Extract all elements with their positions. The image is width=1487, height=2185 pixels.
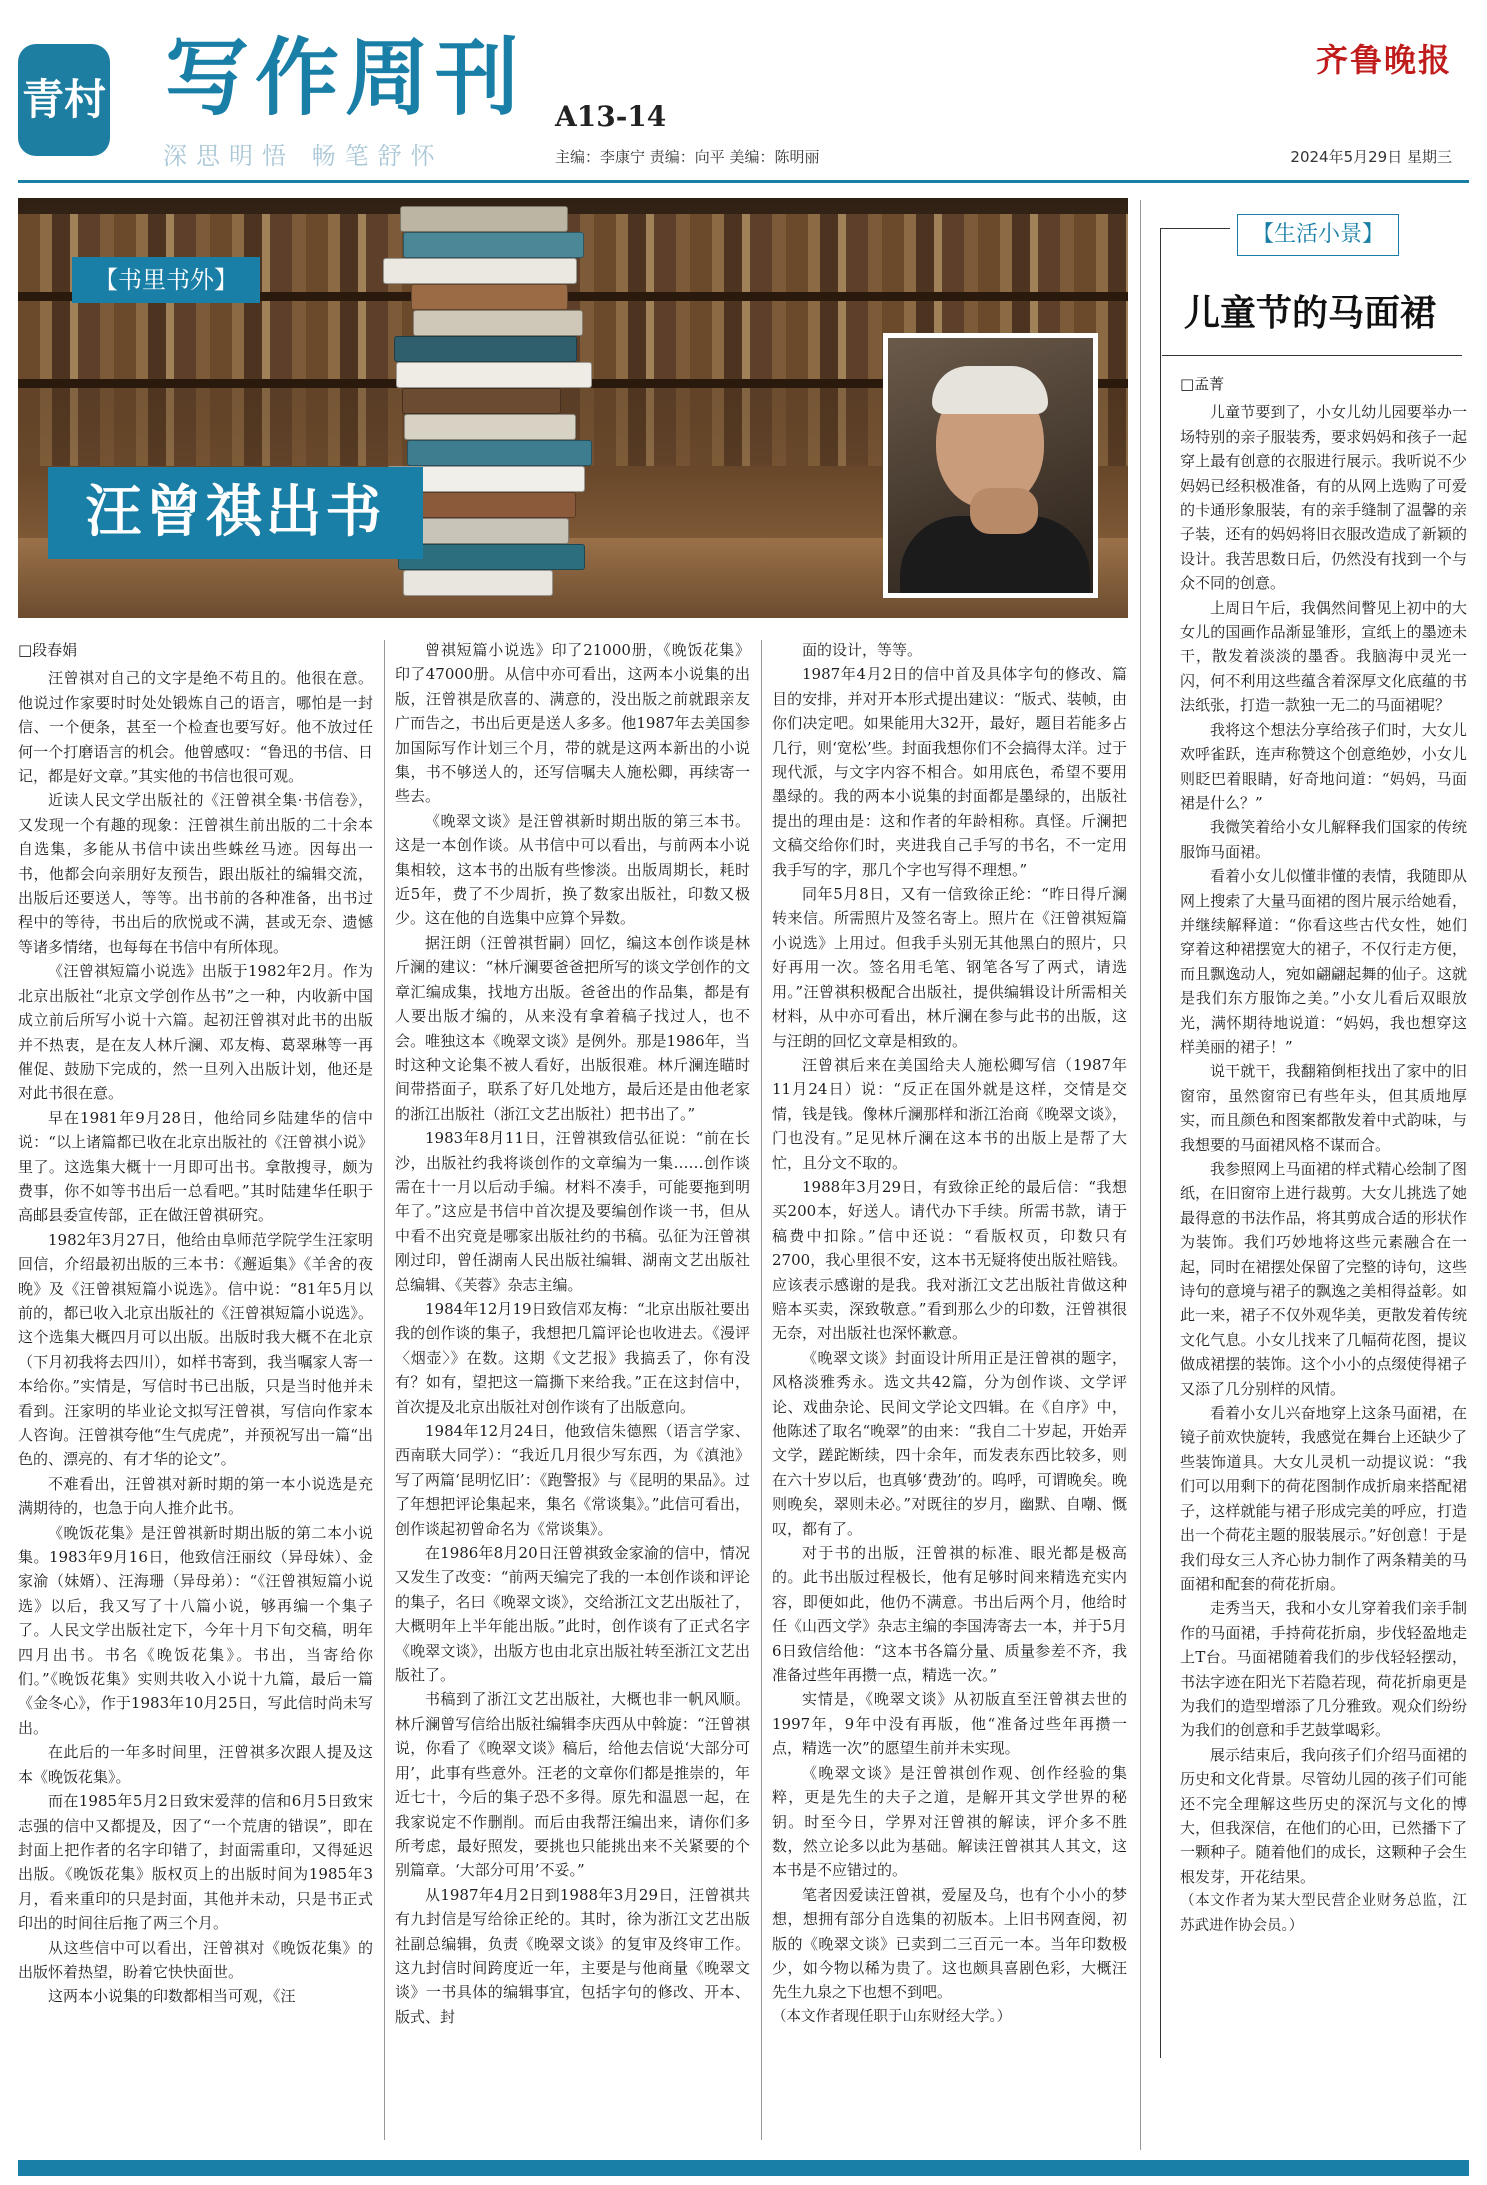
sidebar-rule <box>1140 200 1141 2150</box>
sidebar-column-tag: 【生活小景】 <box>1237 214 1399 256</box>
paragraph: 汪曾祺对自己的文字是绝不苟且的。他很在意。他说过作家要时时处处锻炼自己的语言，哪怕是一封信、一个便条，甚至一个检查也要写好。他不放过任何一个打磨语言的机会。他曾感叹：“鲁迅的书信、日记，都是好文章。”其实他的书信也很可观。 <box>18 669 373 786</box>
paragraph: 我参照网上马面裙的样式精心绘制了图纸，在旧窗帘上进行裁剪。大女儿挑选了她最得意的书法作品，将其剪成合适的形状作为装饰。我们巧妙地将这些元素融合在一起，同时在裙摆处保留了完整的诗句，这些诗句的意境与裙子的飘逸之美相得益彰。如此一来，裙子不仅外观华美，更散发着传统文化气息。小女儿找来了几幅荷花图，提议做成裙摆的装饰。这个小小的点缀使得裙子又添了几分别样的风情。 <box>1180 1160 1467 1398</box>
paragraph: 展示结束后，我向孩子们介绍马面裙的历史和文化背景。尽管幼儿园的孩子们可能还不完全理解这些历史的深沉与文化的博大，但我深信，在他们的心田，已然播下了一颗种子。随着他们的成长，这颗种子会生根发芽，开花结果。 <box>1180 1745 1467 1886</box>
paragraph: 近读人民文学出版社的《汪曾祺全集·书信卷》，又发现一个有趣的现象：汪曾祺生前出版的二十余本自选集，多能从书信中读出些蛛丝马迹。因每出一书，他都会向亲朋好友预告，跟出版社的编辑交流，出版后还要送人，等等。出书前的各种准备，出书过程中的等待，书出后的欣悦或不满，甚或无奈、遗憾等诸多情绪，也每每在书信中有所体现。 <box>18 791 373 956</box>
book-icon <box>394 336 577 362</box>
paragraph: 1984年12月19日致信邓友梅：“北京出版社要出我的创作谈的集子，我想把几篇评论也收进去。《漫评〈烟壶〉》在数。这期《文艺报》我搞丢了，你有没有？如有，望把这一篇撕下来给我。”正在这封信中，首次提及北京出版社对创作谈有了出版意向。 <box>395 1299 750 1416</box>
paragraph: 1982年3月27日，他给由阜师范学院学生汪家明回信，介绍最初出版的三本书：《邂逅集》《羊舍的夜晚》及《汪曾祺短篇小说选》。信中说：“81年5月以前的，都已收入北京出版社的《汪曾祺短篇小说选》。这个选集大概四月可以出版。出版时我大概不在北京（下月初我将去四川），如样书寄到，我当嘱家人寄一本给你。”实情是，写信时书已出版，只是当时他并未看到。汪家明的毕业论文拟写汪曾祺，写信向作家本人咨询。汪曾祺夸他“生气虎虎”，并预祝写出一篇“出色的、漂亮的、有才华的论文”。 <box>18 1230 373 1469</box>
paragraph: 《晚翠文谈》封面设计所用正是汪曾祺的题字，风格淡雅秀永。选文共42篇，分为创作谈、文学评论、戏曲杂论、民间文学论文四辑。在《自序》中，他陈述了取名“晚翠”的由来：“我自二十岁起，开始弄文学，蹉跎断续，四十余年，而发表东西比较多，则在六十岁以后，也真够‘费劲’的。呜呼，可谓晚矣。晚则晚矣，翠则未必。”对既往的岁月，幽默、自嘲、慨叹，都有了。 <box>772 1348 1127 1538</box>
book-icon <box>398 544 585 570</box>
book-icon <box>415 492 576 518</box>
paragraph: 在1986年8月20日汪曾祺致金家渝的信中，情况又发生了改变：“前两天编完了我的一本创作谈和评论的集子，名曰《晚翠文谈》，交给浙江文艺出版社了，大概明年上半年能出版。”此时，创作谈有了正式名字《晚翠文谈》，出版方也由北京出版社转至浙江文艺出版社了。 <box>395 1544 750 1685</box>
paragraph: 汪曾祺后来在美国给夫人施松卿写信（1987年11月24日）说：“反正在国外就是这样，交情是交情，钱是钱。像林斤澜那样和浙江治商《晚翠文谈》，门也没有。”足见林斤澜在这本书的出版上是帮了大忙，且分文不取的。 <box>772 1055 1127 1172</box>
sidebar-frame-line <box>1160 228 1161 2058</box>
issue-date: 2024年5月29日 星期三 <box>1290 148 1452 166</box>
sidebar-article <box>1180 372 1467 2147</box>
paragraph: 从这些信中可以看出，汪曾祺对《晚饭花集》的出版怀着热望，盼着它快快面世。 <box>18 1938 373 1981</box>
paragraph: 1988年3月29日，有致徐正纶的最后信：“我想买200本，好送人。请代办下手续。所需书款，请于稿费中扣除。”信中还说：“看版权页，印数只有2700，我心里很不安，这本书无疑将使出版社赔钱。应该表示感谢的是我。我对浙江文艺出版社肯做这种赔本买卖，深致敬意。”看到那么少的印数，汪曾祺很无奈，对出版社也深怀歉意。 <box>772 1177 1127 1343</box>
paragraph: 在此后的一年多时间里，汪曾祺多次跟人提及这本《晚饭花集》。 <box>18 1743 373 1786</box>
sidebar-author-note: （本文作者为某大型民营企业财务总监，江苏武进作协会员。） <box>1180 1893 1467 1934</box>
paragraph: 看着小女儿似懂非懂的表情，我随即从网上搜索了大量马面裙的图片展示给她看，并继续解释道：“你看这些古代女性，她们穿着这种裙摆宽大的裙子，不仅行走方便，而且飘逸动人，宛如翩翩起舞的仙子。这就是我们东方服饰之美。”小女儿看后双眼放光，满怀期待地说道：“妈妈，我也想穿这样美丽的裙子！” <box>1180 867 1467 1056</box>
supplement-title: 写作周刊 <box>165 29 526 127</box>
author-note: （本文作者现任职于山东财经大学。） <box>772 2008 1012 2025</box>
paragraph: 我将这个想法分享给孩子们时，大女儿欢呼雀跃，连声称赞这个创意绝妙，小女儿则眨巴着眼睛，好奇地问道：“妈妈，马面裙是什么？” <box>1180 720 1467 812</box>
paragraph: 《汪曾祺短篇小说选》出版于1982年2月。作为北京出版社“北京文学创作丛书”之一种，内收新中国成立前后所写小说十六篇。起初汪曾祺对此书的出版并不热衷，是在友人林斤澜、邓友梅、葛翠琳等一再催促、鼓励下完成的，然一旦列入出版计划，他还是对此书很在意。 <box>18 962 373 1103</box>
paragraph: 1987年4月2日的信中首及具体字句的修改、篇目的安排，并对开本形式提出建议：“版式、装帧，由你们决定吧。如果能用大32开，最好，题目若能多占几行，则‘宽松’些。封面我想你们不会搞得太洋。过于现代派，与文字内容不相合。如用底色，希望不要用墨绿的。我的两本小说集的封面都是墨绿的，出版社提出的理由是：这和作者的年龄相称。真怪。斤澜把文稿交给你们时，夹进我自己手写的书名，不一定用我手写的字，那几个字也写得不理想。” <box>772 665 1127 879</box>
paragraph: 《晚饭花集》是汪曾祺新时期出版的第二本小说集。1983年9月16日，他致信汪丽纹（异母妹）、金家渝（妹婿）、汪海珊（异母弟）：“《汪曾祺短篇小说选》以后，我又写了十八篇小说，够再编一个集子了。人民文学出版社定下，今年十月下旬交稿，明年四月出书。书名《晚饭花集》。书出，当寄给你们。”《晚饭花集》实则共收入小说十九篇，最后一篇《金冬心》，作于1983年10月25日，写此信时尚未写出。 <box>18 1523 373 1737</box>
paragraph: 笔者因爱读汪曾祺，爱屋及乌，也有个小小的梦想，想拥有部分自选集的初版本。上旧书网查阅，初版的《晚翠文谈》已卖到二三百元一本。当年印数极少，如今物以稀为贵了。这也颇具喜剧色彩，大概汪先生九泉之下也想不到吧。 <box>772 1885 1127 2002</box>
paragraph: 1983年8月11日，汪曾祺致信弘征说：“前在长沙，出版社约我将谈创作的文章编为一集……创作谈需在十一月以后动手编。材料不凑手，可能要拖到明年了。”这应是书信中首次提及要编创作谈一书，但从中看不出究竟是哪家出版社约的书稿。弘征为汪曾祺刚过印，曾任湖南人民出版社编辑、湖南文艺出版社总编辑、《芙蓉》杂志主编。 <box>395 1129 750 1294</box>
paragraph: 儿童节要到了，小女儿幼儿园要举办一场特别的亲子服装秀，要求妈妈和孩子一起穿上最有创意的衣服进行展示。我听说不少妈妈已经积极准备，有的从网上选购了可爱的卡通形象服装，有的亲手缝制了温馨的亲子装，还有的妈妈将旧衣服改造成了新颖的设计。我苦思数日后，仍然没有找到一个与众不同的创意。 <box>1180 403 1467 593</box>
article-title: 汪曾祺出书 <box>48 467 423 559</box>
paragraph: 走秀当天，我和小女儿穿着我们亲手制作的马面裙，手持荷花折扇，步伐轻盈地走上T台。马面裙随着我们的步伐轻轻摆动，书法字迹在阳光下若隐若现，荷花折扇更是为我们的造型增添了几分雅致。观众们纷纷为我们的创意和手艺鼓掌喝彩。 <box>1180 1599 1467 1740</box>
book-icon <box>404 414 576 440</box>
column-tag: 【书里书外】 <box>72 257 260 303</box>
paragraph: 我微笑着给小女儿解释我们国家的传统服饰马面裙。 <box>1180 818 1467 861</box>
paragraph: 看着小女儿兴奋地穿上这条马面裙，在镜子前欢快旋转，我感觉在舞台上还缺少了些装饰道具。大女儿灵机一动提议说：“我们可以用剩下的荷花图制作成折扇来搭配裙子，这样就能与裙子形成完美的呼应，打造出一个荷花主题的服装展示。”好创意！于是我们母女三人齐心协力制作了两条精美的马面裙和配套的荷花折扇。 <box>1180 1404 1467 1593</box>
paragraph: 《晚翠文谈》是汪曾祺新时期出版的第三本书。这是一本创作谈。从书信中可以看出，与前两本小说集相较，这本书的出版有些惨淡。出版周期长，耗时近5年，费了不少周折，换了数家出版社，印数又极少。这在他的自选集中应算个异数。 <box>395 811 750 928</box>
paragraph: 说干就干，我翻箱倒柜找出了家中的旧窗帘，虽然窗帘已有些年头，但其质地厚实，而且颜色和图案都散发着中式韵味，与我想要的马面裙风格不谋而合。 <box>1180 1062 1467 1154</box>
paragraph: 不难看出，汪曾祺对新时期的第一本小说选是充满期待的，也急于向人推介此书。 <box>18 1474 373 1518</box>
sidebar-divider <box>1162 355 1462 356</box>
paragraph: 早在1981年9月28日，他给同乡陆建华的信中说：“以上诸篇都已收在北京出版社的《汪曾祺小说》里了。这选集大概十一月即可出书。拿散搜寻，颇为费事，你不如等书出后一总看吧。”其时陆建华任职于高邮县委宣传部，正在做汪曾祺研究。 <box>18 1108 373 1225</box>
sidebar-frame-line <box>1160 228 1230 229</box>
paragraph: 面的设计，等等。 <box>802 641 923 659</box>
author-portrait <box>883 333 1098 598</box>
logo: 青村 <box>18 44 110 156</box>
book-icon <box>396 362 592 388</box>
slogan: 深思明悟 畅笔舒怀 <box>163 142 444 170</box>
paragraph: 对于书的出版，汪曾祺的标准、眼光都是极高的。此书出版过程极长，他有足够时间来精选充实内容，即便如此，他仍不满意。书出后两个月，他给时任《山西文学》杂志主编的李国涛寄去一本，并于5月6日致信给他：“这本书各篇分量、质量参差不齐，我准备过些年再攒一点，精选一次。” <box>772 1544 1127 1685</box>
paragraph: 从1987年4月2日到1988年3月29日，汪曾祺共有九封信是写给徐正纶的。其时，徐为浙江文艺出版社副总编辑，负责《晚翠文谈》的复审及终审工作。这九封信时间跨度近一年，主要是与他商量《晚翠文谈》一书具体的编辑事宜，包括字句的修改、开本、版式、封 <box>395 1885 750 2026</box>
book-icon <box>383 258 577 284</box>
paragraph: 实情是，《晚翠文谈》从初版直至汪曾祺去世的1997年，9年中没有再版，他“准备过些年再攒一点，精选一次”的愿望生前并未实现。 <box>772 1690 1127 1758</box>
book-icon <box>400 206 568 232</box>
book-icon <box>402 388 561 414</box>
book-icon <box>411 284 568 310</box>
paragraph: 书稿到了浙江文艺出版社，大概也非一帆风顺。林斤澜曾写信给出版社编辑李庆西从中斡旋：“汪曾祺说，你看了《晚翠文谈》稿后，给他去信说‘大部分可用’，此事有些意外。汪老的文章你们都是推崇的，年近七十，今后的集子恐不多得。原先和温恩一起，在我家说定不作删削。而后由我帮汪编出来，请你们多所考虑，最好照发，要挑也只能挑出来不关紧要的个别篇章。‘大部分可用’不妥。” <box>395 1690 750 1880</box>
book-icon <box>413 310 583 336</box>
paragraph: 而在1985年5月2日致宋爱萍的信和6月5日致宋志强的信中又都提及，因了“一个荒唐的错误”，即在封面上把作者的名字印错了，封面需重印，又得延迟出版。《晚饭花集》版权页上的出版时间为1985年3月，看来重印的只是封面，其他并未动，只是书正式印出的时间往后拖了两三个月。 <box>18 1792 373 1933</box>
newspaper-name: 齐鲁晚报 <box>1315 41 1452 79</box>
paragraph: 同年5月8日，又有一信致徐正纶：“昨日得斤澜转来信。所需照片及签名寄上。照片在《汪曾祺短篇小说选》上用过。但我手头别无其他黑白的照片，只好再用一次。签名用毛笔、钢笔各写了两式，请选用。”汪曾祺积极配合出版社，提供编辑设计所需相关材料，从中亦可看出，林斤澜在参与此书的出版，这与汪朗的回忆文章是相致的。 <box>772 885 1127 1050</box>
page-number: A13-14 <box>555 100 667 133</box>
sidebar-title: 儿童节的马面裙 <box>1183 292 1436 334</box>
masthead-rule <box>18 180 1469 183</box>
paragraph: 1984年12月24日，他致信朱德熙（语言学家、西南联大同学）：“我近几月很少写东西，为《滇池》写了两篇‘昆明忆旧’：《跑警报》与《昆明的果品》。过了年想把评论集起来，集名《常谈集》。”此信可看出，创作谈起初曾命名为《常谈集》。 <box>395 1422 750 1538</box>
book-icon <box>403 570 553 596</box>
paragraph: 曾祺短篇小说选》印了21000册，《晚饭花集》印了47000册。从信中亦可看出，这两本小说集的出版，汪曾祺是欣喜的、满意的，没出版之前就跟亲友广而告之，书出后更是送人多多。他1987年去美国参加国际写作计划三个月，带的就是这两本新出的小说集，书不够送人的，还写信嘱夫人施松卿，再续寄一些去。 <box>395 641 750 806</box>
column-rule <box>761 640 762 2140</box>
paragraph: 据汪朗（汪曾祺哲嗣）回忆，编这本创作谈是林斤澜的建议：“林斤澜要爸爸把所写的谈文学创作的文章汇编成集，找地方出版。爸爸出的作品集，都是有人要出版才编的，从来没有拿着稿子找过人，也不会。唯独这本《晚翠文谈》是例外。那是1986年，当时这种文论集不被人看好，出版很难。林斤澜连瞄时间带搭面子，联系了好几处地方，最后还是由他老家的浙江出版社（浙江文艺出版社）把书出了。” <box>395 933 750 1123</box>
article-column-1 <box>18 638 373 2133</box>
paragraph: 《晚翠文谈》是汪曾祺创作观、创作经验的集粹，更是先生的夫子之道，是解开其文学世界的秘钥。时至今日，学界对汪曾祺的解读，评介多不胜数，然立论多以此为基础。解读汪曾祺其人其文，这本书是不应错过的。 <box>772 1763 1127 1880</box>
article-author: □段春娟 <box>18 641 78 659</box>
column-rule <box>384 640 385 2140</box>
sidebar-author: □孟菁 <box>1180 375 1225 393</box>
article-column-2 <box>395 638 750 2133</box>
editors-line: 主编：李康宁 责编：向平 美编：陈明丽 <box>555 148 820 166</box>
paragraph: 这两本小说集的印数都相当可观，《汪 <box>48 1987 296 2006</box>
article-column-3 <box>772 638 1127 2133</box>
book-icon <box>407 440 592 466</box>
footer-bar <box>18 2160 1469 2176</box>
paragraph: 上周日午后，我偶然间瞥见上初中的大女儿的国画作品渐显雏形，宣纸上的墨迹未干，散发着淡淡的墨香。我脑海中灵光一闪，何不利用这些蕴含着深厚文化底蕴的书法纸张，打造一款独一无二的马面裙呢？ <box>1180 598 1467 715</box>
book-icon <box>403 232 584 258</box>
